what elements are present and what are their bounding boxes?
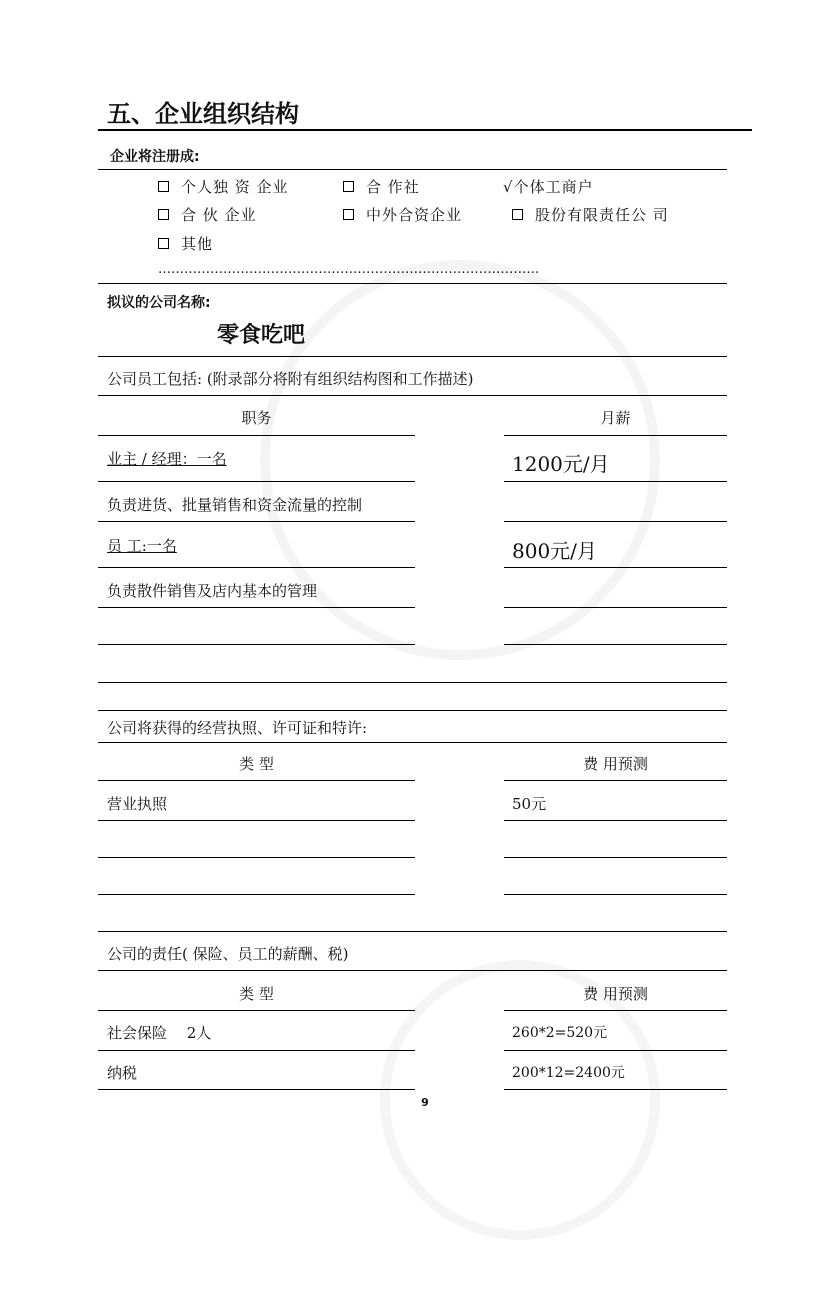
checkmark-icon: √ [503, 178, 514, 196]
licenses-intro: 公司将获得的经营执照、许可证和特许: [107, 719, 368, 737]
rule [504, 894, 727, 895]
company-name-label: 拟议的公司名称: [107, 295, 211, 311]
employee-title: 业主 / 经理：一名 [107, 450, 227, 468]
employee-salary: 800元/月 [512, 539, 597, 563]
checkbox-icon [512, 209, 523, 220]
employees-intro: 公司员工包括: (附录部分将附有组织结构图和工作描述) [107, 370, 474, 388]
employee-description: 负责进货、批量销售和资金流量的控制 [107, 496, 363, 514]
rule [504, 435, 727, 436]
checkbox-icon [343, 181, 354, 192]
registration-label: 企业将注册成: [110, 149, 200, 165]
option-joint-venture[interactable] [343, 204, 462, 225]
rule [504, 644, 727, 645]
rule [98, 283, 727, 284]
rule [98, 607, 415, 608]
option-partnership[interactable] [158, 204, 257, 225]
option-cooperative[interactable] [343, 176, 420, 197]
rule [98, 820, 415, 821]
rule [504, 607, 727, 608]
rule [98, 894, 415, 895]
rule [98, 1089, 415, 1090]
rule [504, 481, 727, 482]
rule [504, 780, 727, 781]
option-label: 合 作社 [366, 178, 420, 196]
checkbox-icon [158, 238, 169, 249]
rule [98, 970, 727, 971]
employee-description: 负责散件销售及店内基本的管理 [107, 582, 318, 600]
rule [504, 521, 727, 522]
rule [98, 169, 727, 170]
header-cost-estimate: 费 用预测 [583, 755, 648, 773]
header-cost-estimate: 费 用预测 [583, 985, 648, 1003]
responsibilities-intro: 公司的责任( 保险、员工的薪酬、税) [107, 945, 349, 963]
rule [98, 780, 415, 781]
rule [98, 567, 415, 568]
responsibility-type: 纳税 [107, 1064, 138, 1082]
responsibility-cost: 200*12=2400元 [512, 1065, 625, 1081]
option-label: 合 伙 企业 [181, 206, 257, 224]
rule [98, 521, 415, 522]
rule [504, 1089, 727, 1090]
option-label: 个人独 资 企业 [181, 178, 289, 196]
checkbox-icon [158, 209, 169, 220]
section-title: 五、企业组织结构 [107, 99, 299, 128]
rule [98, 435, 415, 436]
option-sole-proprietorship[interactable] [158, 176, 289, 197]
rule [98, 710, 727, 711]
rule [504, 567, 727, 568]
responsibility-cost: 260*2=520元 [512, 1025, 608, 1041]
rule [98, 1050, 415, 1051]
watermark-lower [325, 905, 715, 1295]
rule [504, 820, 727, 821]
rule [98, 1010, 415, 1011]
rule [98, 481, 415, 482]
responsibility-type: 社会保险 2人 [107, 1024, 212, 1042]
rule [98, 931, 727, 932]
rule [98, 644, 415, 645]
rule [98, 356, 727, 357]
option-label: 中外合资企业 [366, 206, 463, 224]
header-type: 类 型 [239, 985, 274, 1003]
page-number: 9 [421, 1096, 429, 1109]
rule [98, 395, 727, 396]
option-label: 个体工商户 [513, 178, 594, 196]
rule [504, 1050, 727, 1051]
option-limited-company[interactable] [512, 204, 669, 225]
checkbox-icon [343, 209, 354, 220]
title-rule [98, 129, 752, 131]
license-cost: 50元 [512, 795, 547, 813]
option-label: 其他 [181, 235, 214, 253]
header-position: 职务 [241, 409, 272, 427]
option-individual-business[interactable] [503, 176, 594, 197]
option-other[interactable] [158, 233, 213, 254]
dotted-fill-line: ……………………………………………………………………………. [158, 262, 540, 277]
company-name-value: 零食吃吧 [217, 323, 306, 348]
header-salary: 月薪 [600, 409, 631, 427]
employee-title: 员 工:一名 [107, 537, 177, 555]
rule [504, 857, 727, 858]
rule [98, 682, 727, 683]
employee-salary: 1200元/月 [512, 452, 610, 476]
option-label: 股份有限责任公 司 [535, 206, 669, 224]
header-type: 类 型 [239, 755, 274, 773]
checkbox-icon [158, 181, 169, 192]
rule [504, 1010, 727, 1011]
license-type: 营业执照 [107, 795, 168, 813]
rule [98, 742, 727, 743]
rule [98, 857, 415, 858]
